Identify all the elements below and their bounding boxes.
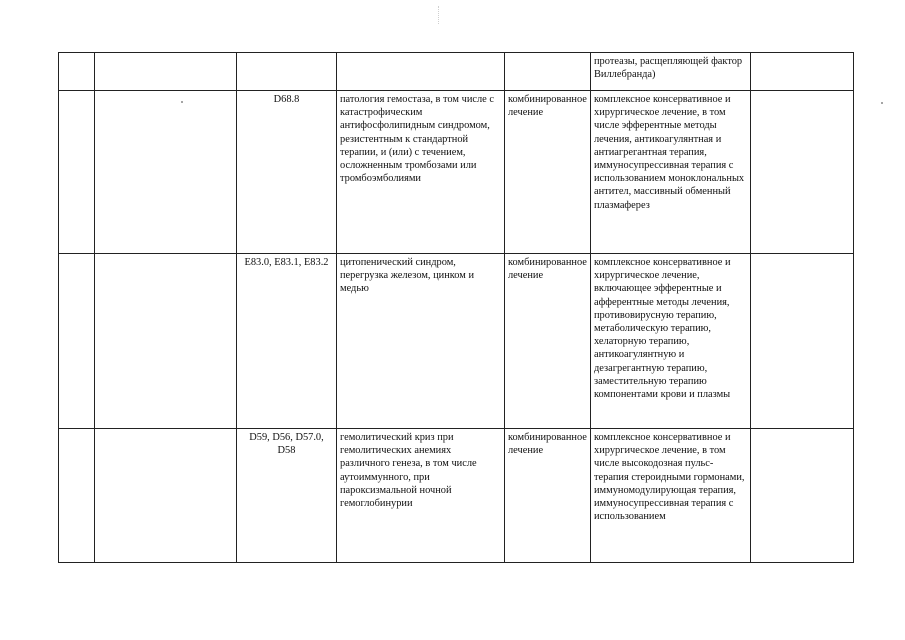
treatment-type-cell: комбинированное лечение [505, 254, 591, 429]
profile-cell [95, 53, 237, 91]
diagnosis-cell: цитопенический синдром, перегрузка железом, цинком и медью [337, 254, 505, 429]
icd-code-cell: D68.8 [237, 91, 337, 254]
profile-cell [95, 91, 237, 254]
treatment-method-cell: комплексное консервативное и хирургическое лечение, в том числе высокодозная пульс-терапия стероидными гормонами, иммуномодулирующая терапия, иммуносупрессивная терапия с использованием [591, 429, 751, 563]
index-cell [59, 254, 95, 429]
diagnosis-cell: патология гемостаза, в том числе с катастрофическим антифосфолипидным синдромом, резистентным к стандартной терапии, и (или) с течением, осложненным тромбозами или тромбоэмболиями [337, 91, 505, 254]
treatment-type-cell [505, 53, 591, 91]
icd-code-cell [237, 53, 337, 91]
index-cell [59, 91, 95, 254]
extra-cell [751, 53, 854, 91]
fold-mark [438, 6, 440, 24]
table-row [59, 254, 854, 429]
treatment-table [58, 52, 854, 563]
treatment-method-cell: комплексное консервативное и хирургическое лечение, в том числе эфферентные методы лечения, антикоагулянтная и антиагрегантная терапия, иммуносупрессивная терапия с использованием моноклональных антител, массивный обменный плазмаферез [591, 91, 751, 254]
icd-code-cell: D59, D56, D57.0, D58 [237, 429, 337, 563]
profile-cell [95, 254, 237, 429]
index-cell [59, 429, 95, 563]
profile-cell [95, 429, 237, 563]
extra-cell [751, 254, 854, 429]
diagnosis-cell: гемолитический криз при гемолитических анемиях различного генеза, в том числе аутоиммунного, при пароксизмальной ночной гемоглобинурии [337, 429, 505, 563]
table-row [59, 91, 854, 254]
index-cell [59, 53, 95, 91]
extra-cell [751, 429, 854, 563]
extra-cell [751, 91, 854, 254]
icd-code-cell: E83.0, E83.1, E83.2 [237, 254, 337, 429]
diagnosis-cell [337, 53, 505, 91]
treatment-method-cell: комплексное консервативное и хирургическое лечение, включающее эфферентные и афферентные методы лечения, противовирусную терапию, метаболическую терапию, хелаторную терапию, антикоагулянтную и дезагрегантную терапию, заместительную терапию компонентами крови и плазмы [591, 254, 751, 429]
treatment-type-cell: комбинированное лечение [505, 429, 591, 563]
table-row [59, 53, 854, 91]
table-row [59, 429, 854, 563]
treatment-method-cell: протеазы, расщепляющей фактор Виллебранда) [591, 53, 751, 91]
scan-speck [881, 102, 883, 104]
treatment-type-cell: комбинированное лечение [505, 91, 591, 254]
